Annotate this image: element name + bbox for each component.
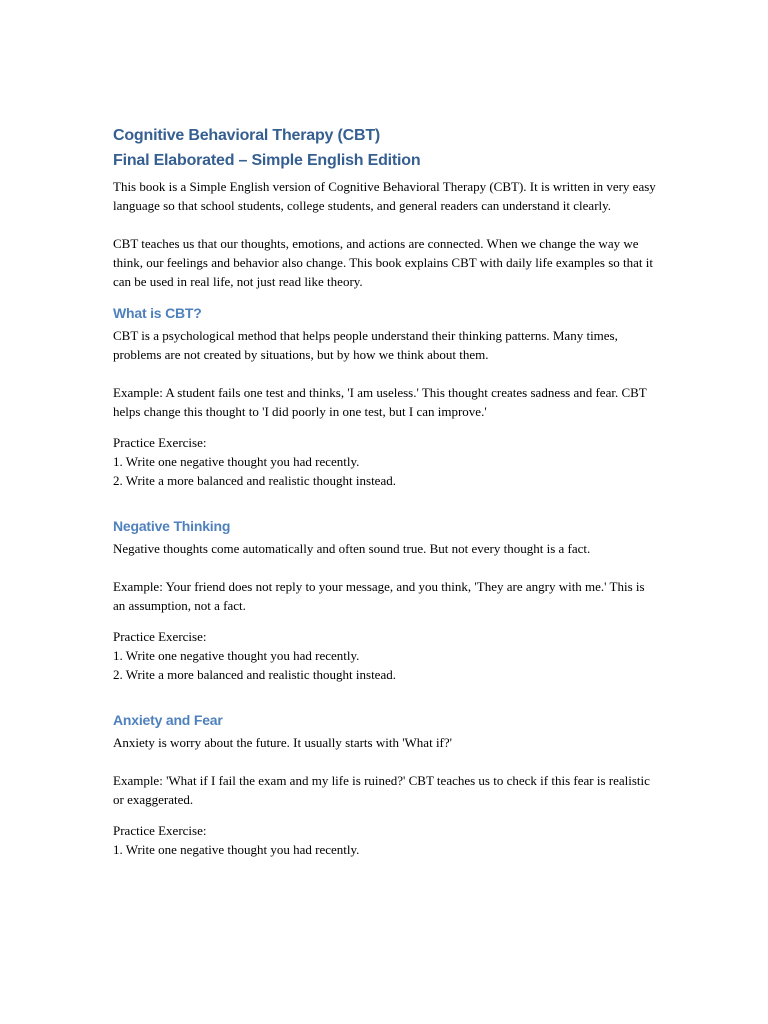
exercise-item: 2. Write a more balanced and realistic thought instead. — [113, 473, 396, 488]
section-body: CBT is a psychological method that helps people understand their thinking patterns. Many times, problems are not created by situations, but by how we think about them. — [113, 328, 618, 362]
exercise-item: 1. Write one negative thought you had recently. — [113, 648, 360, 663]
section-example: Example: 'What if I fail the exam and my life is ruined?' CBT teaches us to check if this fear is realistic or exaggerated. — [113, 773, 650, 807]
section-heading: Anxiety and Fear — [113, 712, 223, 728]
document-body — [113, 123, 658, 859]
section-anxiety-and-fear — [113, 710, 658, 859]
intro-paragraph: CBT teaches us that our thoughts, emotions, and actions are connected. When we change the way we think, our feelings and behavior also change. This book explains CBT with daily life examples so that it can be used in real life, not just read like theory. — [113, 236, 654, 289]
exercise-label: Practice Exercise: — [113, 823, 207, 838]
exercise-label: Practice Exercise: — [113, 435, 207, 450]
section-what-is-cbt — [113, 303, 658, 490]
intro-paragraph: This book is a Simple English version of Cognitive Behavioral Therapy (CBT). It is written in very easy language so that school students, college students, and general readers can understand it clearly. — [113, 179, 656, 213]
document-subtitle: Final Elaborated – Simple English Edition — [113, 152, 421, 169]
section-example: Example: Your friend does not reply to your message, and you think, 'They are angry with me.' This is an assumption, not a fact. — [113, 579, 645, 613]
section-body: Negative thoughts come automatically and often sound true. But not every thought is a fact. — [113, 541, 591, 556]
exercise-item: 1. Write one negative thought you had recently. — [113, 454, 360, 469]
section-body: Anxiety is worry about the future. It usually starts with 'What if?' — [113, 735, 452, 750]
exercise-label: Practice Exercise: — [113, 629, 207, 644]
section-negative-thinking — [113, 516, 658, 684]
exercise-item: 2. Write a more balanced and realistic thought instead. — [113, 667, 396, 682]
document-title: Cognitive Behavioral Therapy (CBT) — [113, 127, 381, 144]
exercise-item: 1. Write one negative thought you had recently. — [113, 842, 360, 857]
section-heading: Negative Thinking — [113, 518, 231, 534]
section-heading: What is CBT? — [113, 305, 202, 321]
section-example: Example: A student fails one test and thinks, 'I am useless.' This thought creates sadness and fear. CBT helps change this thought to 'I did poorly in one test, but I can improve.' — [113, 385, 647, 419]
